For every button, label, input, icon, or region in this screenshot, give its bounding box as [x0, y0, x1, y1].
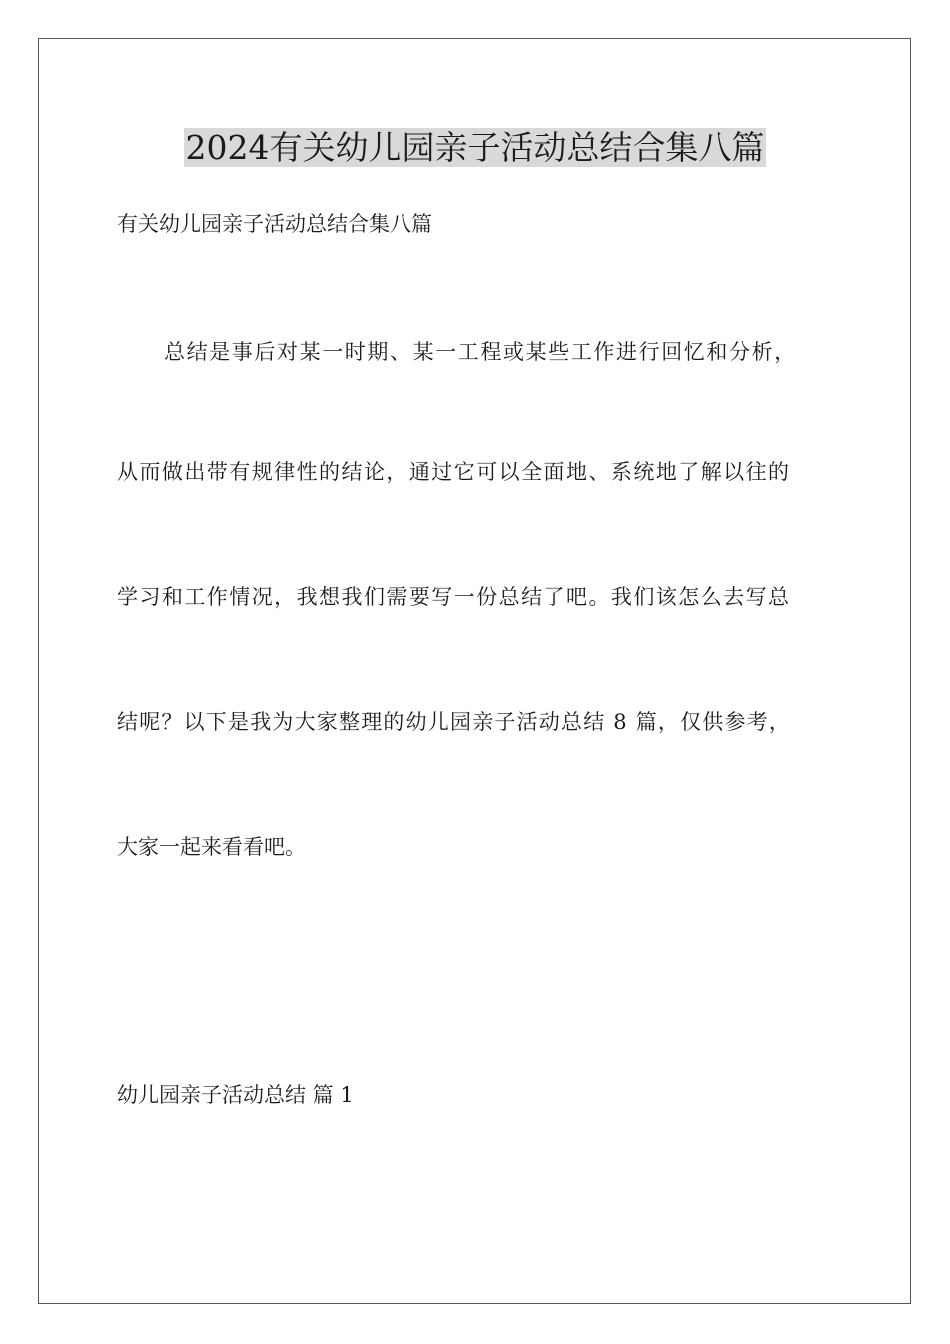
document-title-text: 2024有关幼儿园亲子活动总结合集八篇 — [185, 128, 765, 167]
paragraph-line-5: 大家一起来看看吧。 — [117, 835, 306, 859]
paragraph-line-1: 总结是事后对某一时期、某一工程或某些工作进行回忆和分析， — [164, 340, 797, 364]
document-subtitle: 有关幼儿园亲子活动总结合集八篇 — [117, 212, 432, 236]
paragraph-line-3: 学习和工作情况，我想我们需要写一份总结了吧。我们该怎么去写总 — [117, 585, 791, 609]
section-heading: 幼儿园亲子活动总结 篇 1 — [117, 1083, 354, 1107]
paragraph-line-4: 结呢？以下是我为大家整理的幼儿园亲子活动总结 8 篇，仅供参考， — [117, 710, 792, 734]
document-title — [0, 124, 950, 172]
paragraph-line-2: 从而做出带有规律性的结论，通过它可以全面地、系统地了解以往的 — [117, 460, 791, 484]
